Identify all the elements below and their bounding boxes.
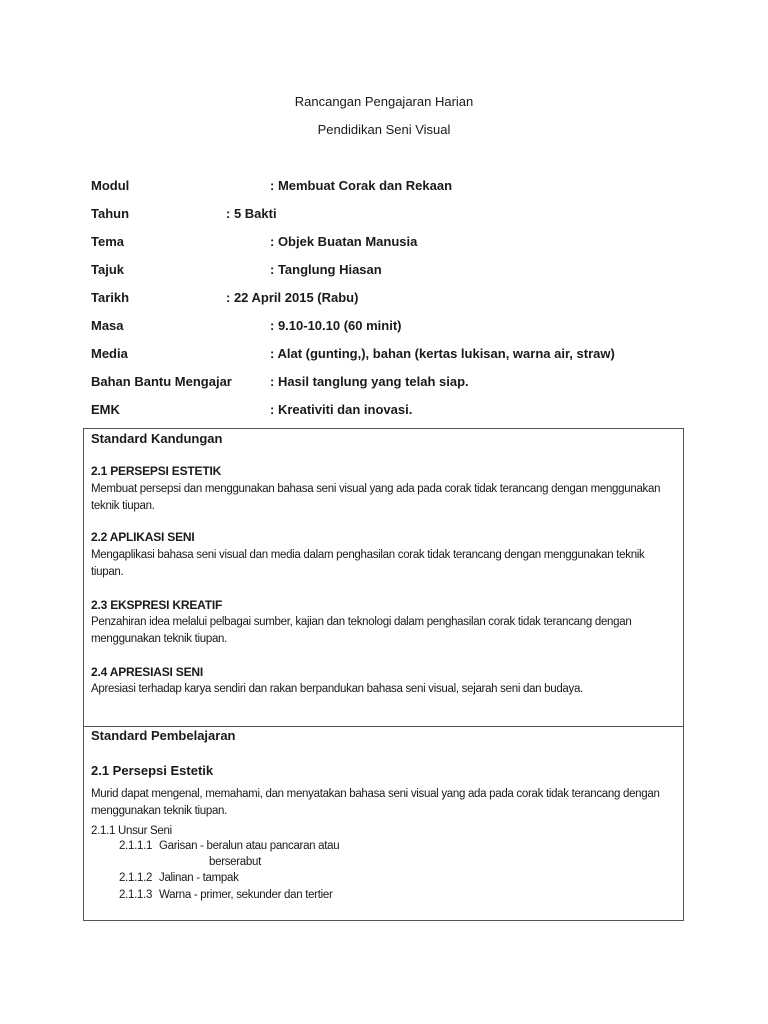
info-value: : Alat (gunting,), bahan (kertas lukisan, warna air, straw) — [270, 346, 615, 361]
section-text: Penzahiran idea melalui pelbagai sumber, kajian dan teknologi dalam penghasilan corak tidak terancang dengan menggunakan teknik tiupan. — [91, 616, 632, 645]
standard-pembelajaran-box — [83, 726, 684, 921]
info-label: EMK — [91, 402, 120, 417]
section-text: Apresiasi terhadap karya sendiri dan rakan berpandukan bahasa seni visual, sejarah seni dan budaya. — [91, 683, 583, 695]
info-label: Tema — [91, 234, 124, 249]
standard-kandungan-heading: Standard Kandungan — [91, 431, 223, 446]
info-label: Tarikh — [91, 290, 130, 305]
info-value: : Hasil tanglung yang telah siap. — [270, 374, 469, 389]
item-text: Jalinan - tampak — [159, 872, 239, 884]
item-number: 2.1.1.3 — [119, 889, 153, 901]
section-text: Membuat persepsi dan menggunakan bahasa seni visual yang ada pada corak tidak terancang dengan menggunakan teknik tiupan. — [91, 483, 661, 512]
document-title: Rancangan Pengajaran Harian — [294, 94, 474, 109]
info-label: Tahun — [91, 206, 130, 221]
info-value: : Objek Buatan Manusia — [270, 234, 418, 249]
document-subtitle: Pendidikan Seni Visual — [317, 122, 451, 137]
unsur-seni-label: 2.1.1 Unsur Seni — [91, 825, 172, 837]
standard-pembelajaran-heading: Standard Pembelajaran — [91, 728, 236, 743]
item-number: 2.1.1.2 — [119, 872, 153, 884]
item-text: Warna - primer, sekunder dan tertier — [159, 889, 333, 901]
info-label: Modul — [91, 178, 130, 193]
info-value: : Kreativiti dan inovasi. — [270, 402, 413, 417]
section-title: 2.2 APLIKASI SENI — [91, 530, 195, 544]
info-label: Media — [91, 346, 128, 361]
section-title: 2.1 Persepsi Estetik — [91, 763, 214, 778]
info-value: : Membuat Corak dan Rekaan — [270, 178, 453, 193]
info-label: Tajuk — [91, 262, 124, 277]
info-label: Masa — [91, 318, 124, 333]
info-value: : 22 April 2015 (Rabu) — [226, 290, 359, 305]
section-title: 2.1 PERSEPSI ESTETIK — [91, 464, 222, 478]
item-number: 2.1.1.1 — [119, 840, 153, 852]
info-value: : Tanglung Hiasan — [270, 262, 382, 277]
section-text: Mengaplikasi bahasa seni visual dan media dalam penghasilan corak tidak terancang dengan menggunakan teknik tiupan. — [91, 549, 645, 578]
section-title: 2.3 EKSPRESI KREATIF — [91, 598, 223, 612]
section-text: Murid dapat mengenal, memahami, dan menyatakan bahasa seni visual yang ada pada corak tidak terancang dengan menggunakan teknik tiupan. — [91, 788, 660, 817]
standard-kandungan-box — [83, 428, 684, 727]
info-label: Bahan Bantu Mengajar — [91, 374, 232, 389]
item-text-continued: berserabut — [209, 856, 261, 868]
info-value: : 5 Bakti — [226, 206, 277, 221]
info-value: : 9.10-10.10 (60 minit) — [270, 318, 402, 333]
section-title: 2.4 APRESIASI SENI — [91, 665, 203, 679]
item-text: Garisan - beralun atau pancaran atau — [159, 840, 340, 852]
